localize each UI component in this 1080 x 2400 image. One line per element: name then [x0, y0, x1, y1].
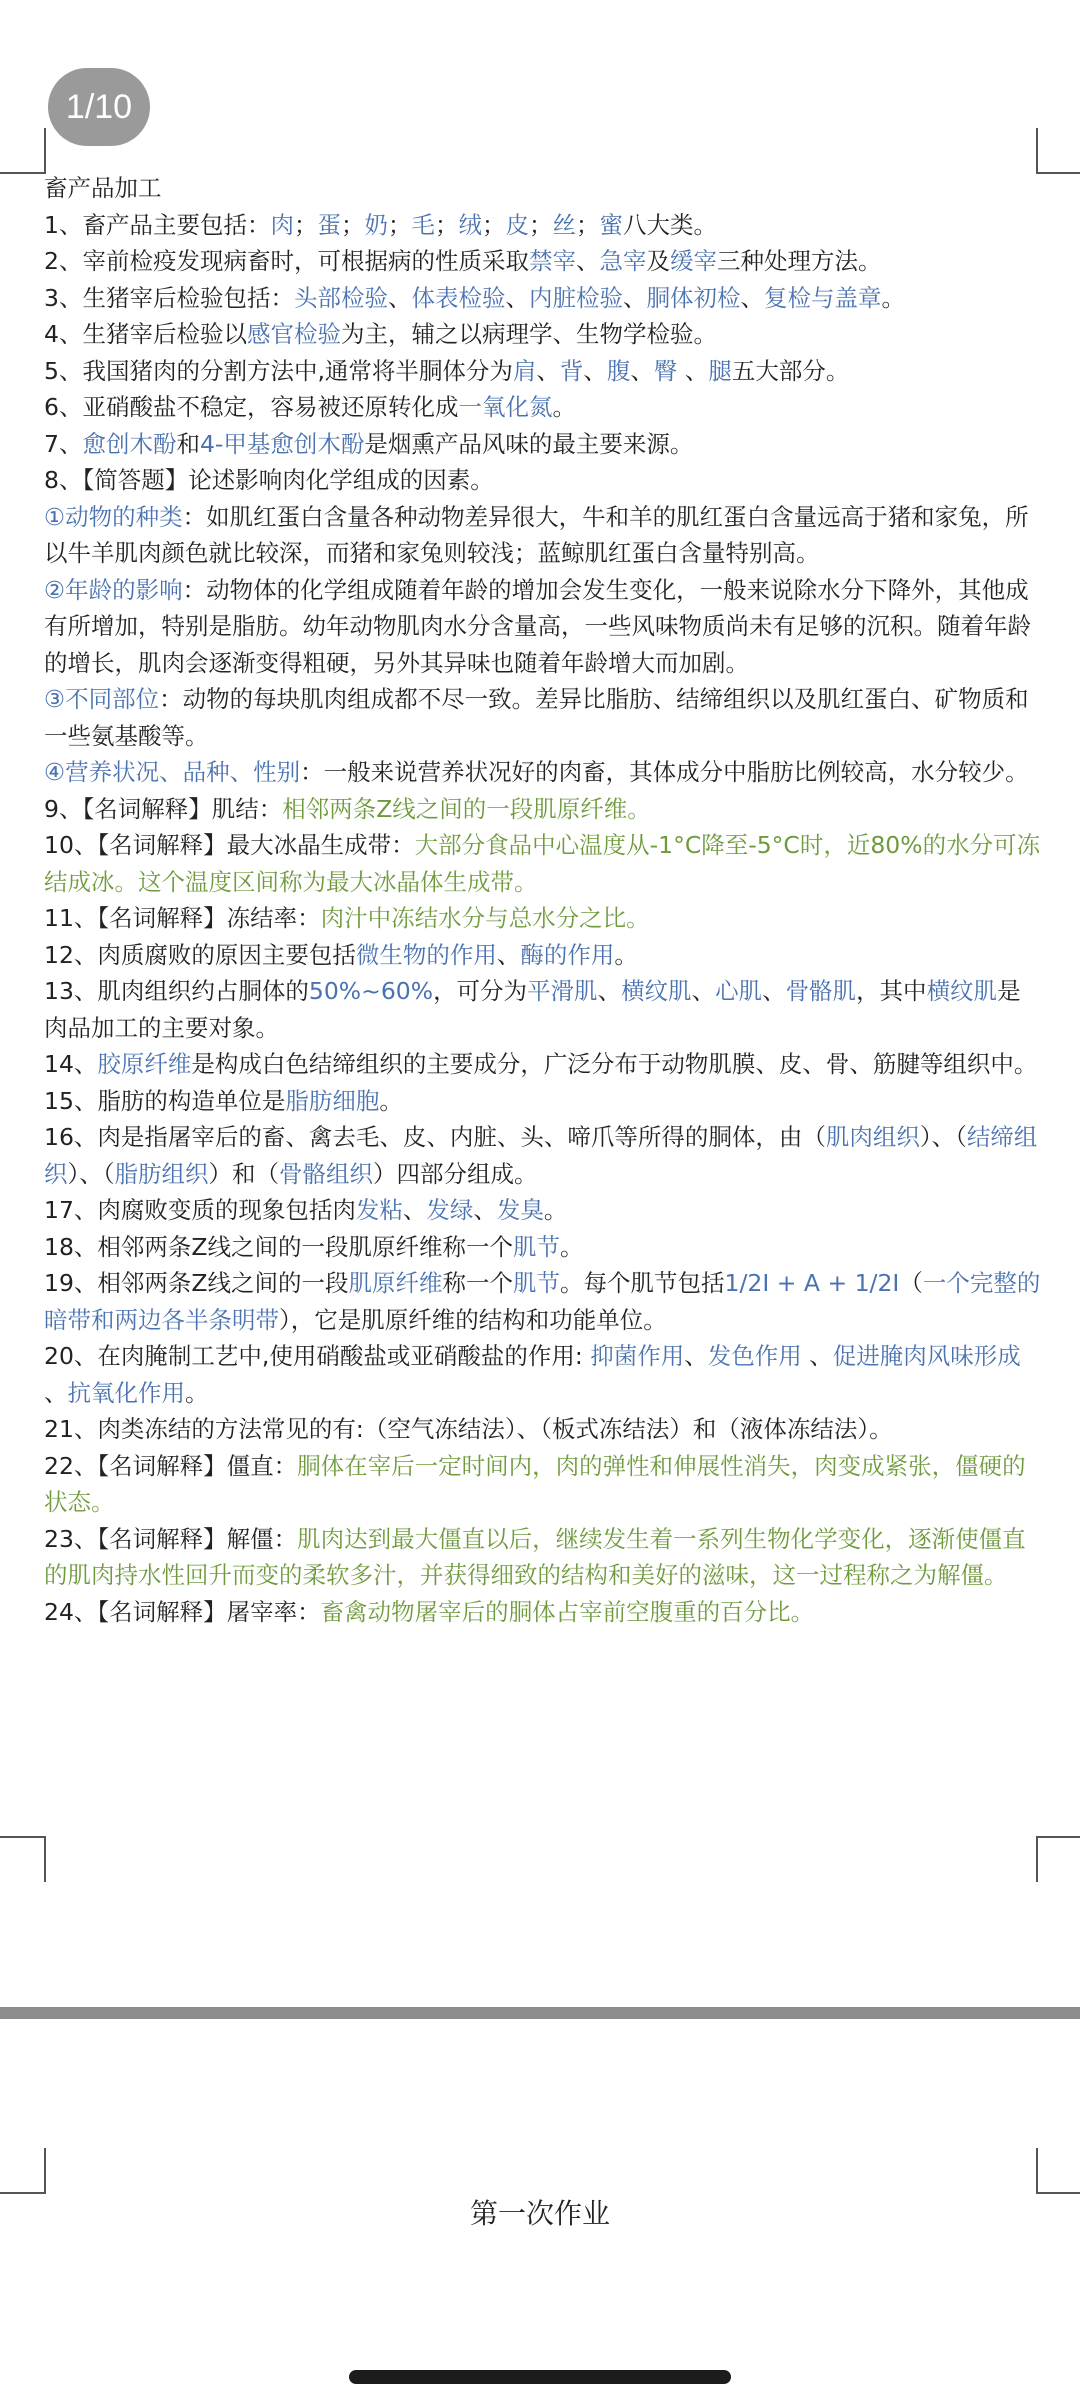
item-1: 1、畜产品主要包括：肉；蛋；奶；毛；绒；皮；丝；蜜八大类。 [44, 210, 717, 239]
crop-mark-bottom-right [1036, 1836, 1080, 1882]
home-indicator[interactable] [349, 2370, 731, 2384]
doc-title: 畜产品加工 [44, 174, 162, 202]
item-2: 2、宰前检疫发现病畜时，可根据病的性质采取禁宰、急宰及缓宰三种处理方法。 [44, 247, 882, 275]
item-12: 12、肉质腐败的原因主要包括微生物的作用、酶的作用。 [44, 940, 638, 969]
item-22: 22、【名词解释】僵直：胴体在宰后一定时间内，肉的弹性和伸展性消失，肉变成紧张，僵硬的状态。 [44, 1451, 1026, 1516]
item-23: 23、【名词解释】解僵：肌肉达到最大僵直以后，继续发生着一系列生物化学变化，逐渐使僵直的肌肉持水性回升而变的柔软多汁，并获得细致的结构和美好的滋味，这一过程称之为解僵。 [44, 1524, 1026, 1589]
item-10: 10、【名词解释】最大冰晶生成带：大部分食品中心温度从-1°C降至-5°C时，近80%的水分可冻结成冰。这个温度区间称为最大冰晶体生成带。 [44, 831, 1041, 896]
item-19: 19、相邻两条Z线之间的一段肌原纤维称一个肌节。每个肌节包括1/2I + A + 1/2I（一个完整的暗带和两边各半条明带），它是肌原纤维的结构和功能单位。 [44, 1269, 1041, 1334]
item-8: 8、【简答题】论述影响肉化学组成的因素。 [44, 466, 494, 494]
crop-mark-bottom-left [0, 1836, 46, 1882]
item-16: 16、肉是指屠宰后的畜、禽去毛、皮、内脏、头、啼爪等所得的胴体，由（肌肉组织）、（结缔组织）、（脂肪组织）和（骨骼组织）四部分组成。 [44, 1123, 1038, 1188]
item-8-point-4: ④营养状况、品种、性别：一般来说营养状况好的肉畜，其体成分中脂肪比例较高，水分较少。 [44, 758, 1029, 786]
page-divider [0, 2007, 1080, 2019]
item-24: 24、【名词解释】屠宰率：畜禽动物屠宰后的胴体占宰前空腹重的百分比。 [44, 1597, 815, 1626]
item-15: 15、脂肪的构造单位是脂肪细胞。 [44, 1086, 403, 1115]
crop-mark-top-left [0, 128, 46, 174]
crop-mark-top-left-page2 [0, 2148, 46, 2194]
crop-mark-top-right-page2 [1036, 2148, 1080, 2194]
item-3: 3、生猪宰后检验包括：头部检验、体表检验、内脏检验、胴体初检、复检与盖章。 [44, 283, 905, 312]
item-4: 4、生猪宰后检验以感官检验为主，辅之以病理学、生物学检验。 [44, 320, 717, 348]
item-20: 20、在肉腌制工艺中,使用硝酸盐或亚硝酸盐的作用: 抑菌作用、发色作用 、促进腌肉风味形成 、抗氧化作用。 [44, 1342, 1021, 1407]
item-14: 14、胶原纤维是构成白色结缔组织的主要成分，广泛分布于动物肌膜、皮、骨、筋腱等组织中。 [44, 1050, 1038, 1078]
item-7: 7、愈创木酚和4-甲基愈创木酚是烟熏产品风味的最主要来源。 [44, 429, 694, 458]
item-6: 6、亚硝酸盐不稳定，容易被还原转化成一氧化氮。 [44, 393, 576, 421]
item-11: 11、【名词解释】冻结率：肉汁中冻结水分与总水分之比。 [44, 904, 650, 932]
item-18: 18、相邻两条Z线之间的一段肌原纤维称一个肌节。 [44, 1232, 584, 1261]
item-9: 9、【名词解释】肌结：相邻两条Z线之间的一段肌原纤维。 [44, 794, 651, 823]
item-8-point-1: ①动物的种类：如肌红蛋白含量各种动物差异很大，牛和羊的肌红蛋白含量远高于猪和家兔，所以牛羊肌肉颜色就比较深，而猪和家兔则较浅；蓝鲸肌红蛋白含量特别高。 [44, 502, 1029, 567]
item-17: 17、肉腐败变质的现象包括肉发粘、发绿、发臭。 [44, 1196, 568, 1224]
next-page-title: 第一次作业 [469, 2197, 610, 2230]
item-8-point-3: ③不同部位：动物的每块肌肉组成都不尽一致。差异比脂肪、结缔组织以及肌红蛋白、矿物质和一些氨基酸等。 [44, 685, 1029, 750]
item-13: 13、肌肉组织约占胴体的50%~60%，可分为平滑肌、横纹肌、心肌、骨骼肌，其中横纹肌是肉品加工的主要对象。 [44, 977, 1021, 1042]
document-page [44, 170, 1044, 1630]
item-8-point-2: ②年龄的影响：动物体的化学组成随着年龄的增加会发生变化，一般来说除水分下降外，其他成有所增加，特别是脂肪。幼年动物肌肉水分含量高，一些风味物质尚未有足够的沉积。随着年龄的增长，肌肉会逐渐变得粗硬，另外其异味也随着年龄增大而加剧。 [44, 575, 1031, 677]
item-5: 5、我国猪肉的分割方法中,通常将半胴体分为肩、背、腹、臀 、腿五大部分。 [44, 356, 850, 385]
page-indicator: 1/10 [48, 68, 150, 146]
item-21: 21、肉类冻结的方法常见的有:（空气冻结法）、（板式冻结法）和（液体冻结法）。 [44, 1415, 893, 1443]
crop-mark-top-right [1036, 128, 1080, 174]
